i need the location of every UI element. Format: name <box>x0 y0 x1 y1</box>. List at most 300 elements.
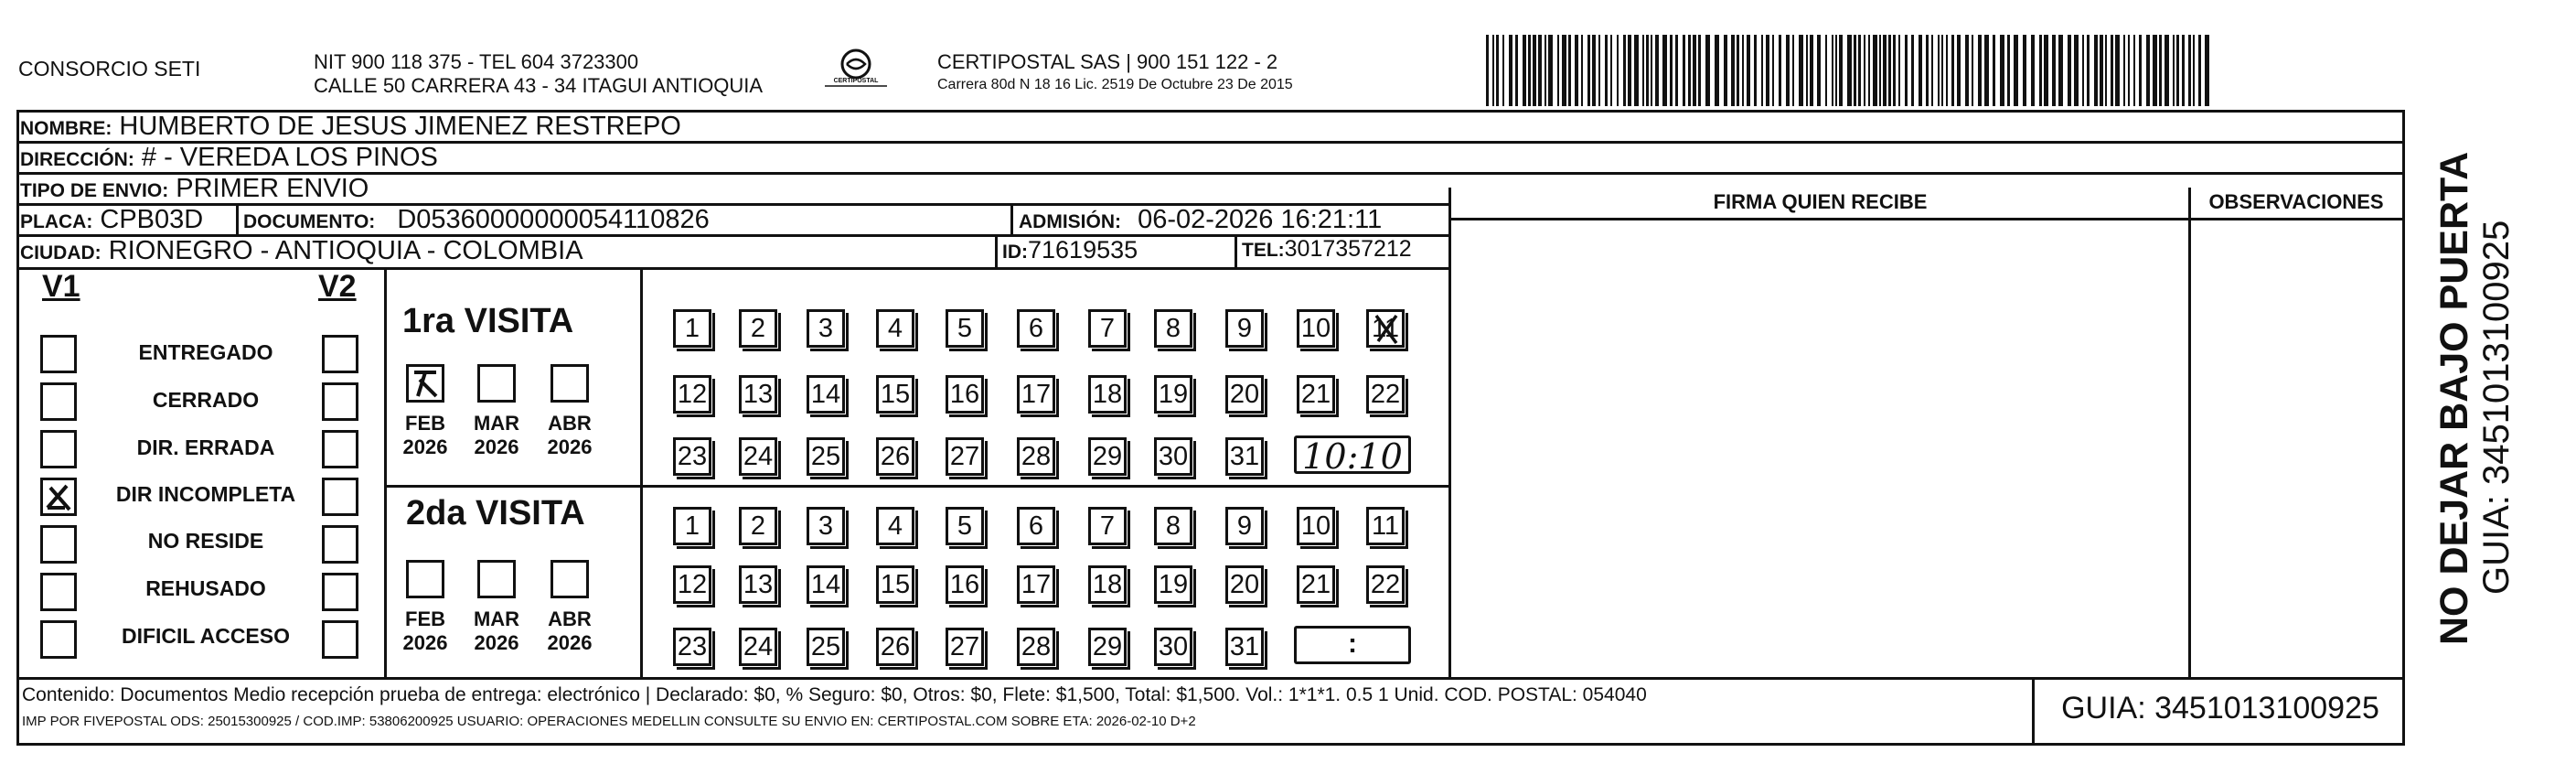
barcode-bar <box>1731 35 1735 106</box>
visit2-day-label: 1 <box>684 511 700 541</box>
barcode-bar <box>2159 35 2162 106</box>
id-value: 71619535 <box>1028 236 1138 263</box>
v1-checkbox[interactable] <box>40 335 77 373</box>
status-label: DIR INCOMPLETA <box>115 482 296 506</box>
barcode-bar <box>2044 35 2048 106</box>
barcode-bar <box>2176 35 2179 106</box>
barcode-bar <box>1538 35 1542 106</box>
visit1-day-box[interactable] <box>876 375 914 414</box>
visit1-day-box[interactable] <box>1017 437 1055 476</box>
documento-value: D05360000000054110826 <box>397 205 710 234</box>
status-label: REHUSADO <box>145 576 266 600</box>
visit1-day-label: 13 <box>743 380 774 409</box>
visit1-day-box[interactable] <box>807 375 845 414</box>
visit1-day-label: 10 <box>1300 314 1331 343</box>
visit2-title: 2da VISITA <box>406 494 585 532</box>
v2-checkbox[interactable] <box>322 478 358 516</box>
visit2-day-label: 25 <box>810 632 841 661</box>
visit1-day-box[interactable] <box>946 437 984 476</box>
barcode-bar <box>2128 35 2130 106</box>
visit1-day-label: 12 <box>677 380 708 409</box>
visit1-day-label: 14 <box>810 380 841 409</box>
barcode-bar <box>2068 35 2071 106</box>
barcode-bar <box>1810 35 1813 106</box>
visit1-day-label: 18 <box>1092 380 1123 409</box>
direccion-label: DIRECCIÓN: <box>20 149 134 170</box>
observaciones-header: OBSERVACIONES <box>2208 190 2384 213</box>
visit1-day-box[interactable] <box>673 309 711 348</box>
visit2-time: : <box>1348 629 1357 659</box>
logo-text: CERTIPOSTAL <box>833 78 879 84</box>
visit1-day-box[interactable] <box>1225 375 1264 414</box>
admision-cell <box>1019 205 1382 235</box>
visit1-day-box[interactable] <box>946 309 984 348</box>
visit1-month-year: 2026 <box>547 435 593 458</box>
barcode-bar <box>2115 35 2120 106</box>
visit1-day-box[interactable] <box>1154 309 1192 348</box>
tipo-row <box>20 174 369 204</box>
check-x-icon <box>409 367 442 400</box>
barcode-bar <box>2188 35 2191 106</box>
visit1-day-box[interactable] <box>1297 309 1335 348</box>
v1-checkbox[interactable] <box>40 478 77 516</box>
barcode-bar <box>1879 35 1881 106</box>
v2-checkbox[interactable] <box>322 620 358 659</box>
barcode-bar <box>1545 35 1546 106</box>
visit1-day-label: 21 <box>1300 380 1331 409</box>
visit1-day-label: 3 <box>818 314 834 343</box>
barcode-bar <box>1965 35 1969 106</box>
visit1-day-label: 19 <box>1158 380 1189 409</box>
barcode-bar <box>1747 35 1750 106</box>
visit1-day-label: 8 <box>1165 314 1181 343</box>
barcode-bar <box>1646 35 1649 106</box>
visit1-day-box[interactable] <box>673 375 711 414</box>
barcode-bar <box>2058 35 2063 106</box>
visit2-day-label: 9 <box>1236 511 1253 541</box>
certipostal-logo-icon <box>819 48 893 93</box>
tipo-value: PRIMER ENVIO <box>176 174 369 203</box>
certipostal-logo <box>819 48 893 93</box>
visit2-day-label: 14 <box>810 570 841 599</box>
visit1-day-box[interactable] <box>946 375 984 414</box>
barcode-bar <box>1642 35 1644 106</box>
visit2-day-label: 30 <box>1158 632 1189 661</box>
barcode-bar <box>1931 35 1933 106</box>
visit2-day-box[interactable] <box>876 628 914 666</box>
visit2-day-label: 3 <box>818 511 834 541</box>
barcode-bar <box>2094 35 2098 106</box>
cell-divider <box>995 234 998 267</box>
visit2-day-box[interactable] <box>1225 507 1264 545</box>
barcode-bar <box>2153 35 2157 106</box>
v1-checkbox[interactable] <box>40 382 77 421</box>
visit1-day-label: 28 <box>1021 442 1052 471</box>
visit1-day-label: 24 <box>743 442 774 471</box>
barcode-bar <box>1581 35 1583 106</box>
address-line: CALLE 50 CARRERA 43 - 34 ITAGUI ANTIOQUIA <box>314 74 764 97</box>
barcode-bar <box>1610 35 1612 106</box>
barcode-bar <box>1825 35 1827 106</box>
barcode-bar <box>1873 35 1877 106</box>
check-x-icon <box>43 480 74 513</box>
visit1-day-box[interactable] <box>1088 375 1127 414</box>
visit2-day-box[interactable] <box>1154 507 1192 545</box>
visit2-day-label: 6 <box>1028 511 1044 541</box>
visit2-day-box[interactable] <box>1366 507 1405 545</box>
visit1-day-label: 22 <box>1370 380 1401 409</box>
barcode-bar <box>2087 35 2090 106</box>
no-dejar-text: NO DEJAR BAJO PUERTA <box>2432 151 2476 645</box>
barcode-bar <box>1557 35 1559 106</box>
barcode-bar <box>1515 35 1518 106</box>
visit1-day-label: 20 <box>1229 380 1260 409</box>
visit2-day-label: 15 <box>880 570 911 599</box>
firma-header: FIRMA QUIEN RECIBE <box>1713 190 1928 213</box>
barcode-bar <box>1568 35 1571 106</box>
barcode-bar <box>1617 35 1619 106</box>
visit1-day-label: 25 <box>810 442 841 471</box>
documento-label: DOCUMENTO: <box>243 211 376 232</box>
barcode-bar <box>1662 35 1667 106</box>
barcode-bar <box>1905 35 1908 106</box>
visit1-day-label: 9 <box>1236 314 1253 343</box>
visit1-day-box[interactable] <box>1017 375 1055 414</box>
barcode-bar <box>1623 35 1626 106</box>
obs-divider <box>2188 188 2191 677</box>
nombre-value: HUMBERTO DE JESUS JIMENEZ RESTREPO <box>119 112 681 141</box>
barcode-bar <box>1854 35 1856 106</box>
barcode-bar <box>2139 35 2142 106</box>
barcode-bar <box>1651 35 1652 106</box>
nombre-row <box>20 112 681 142</box>
visit-divider <box>640 267 643 677</box>
visit1-day-label: 27 <box>949 442 980 471</box>
visit2-day-box[interactable] <box>807 507 845 545</box>
visit1-day-label: 11 <box>1371 314 1400 343</box>
visit2-day-label: 4 <box>887 511 903 541</box>
barcode-bar <box>1978 35 1982 106</box>
visit1-title: 1ra VISITA <box>402 302 574 340</box>
barcode-bar <box>1486 35 1489 106</box>
barcode-bar <box>1946 35 1948 106</box>
visit2-day-box[interactable] <box>1088 565 1127 604</box>
v2-checkbox[interactable] <box>322 573 358 611</box>
visit1-day-label: 26 <box>880 442 911 471</box>
visit2-month-year: 2026 <box>474 631 519 654</box>
direccion-row <box>20 143 438 173</box>
cell-divider <box>1235 234 1237 267</box>
v1-header: V1 <box>42 269 80 304</box>
contenido-text: Contenido: Documentos Medio recepción prueba de entrega: electrónico | Declarado: $0, % Seguro: $0, Otros: $0, Flete: $1,500, Total: $1,500. Vol.: 1*1*1. 0.5 1 Unid. COD. POSTAL: 054040 <box>22 684 1647 705</box>
visit2-day-label: 23 <box>677 632 708 661</box>
barcode-bar <box>1766 35 1769 106</box>
visit2-day-label: 21 <box>1300 570 1331 599</box>
visit1-day-label: 16 <box>949 380 980 409</box>
visit2-day-box[interactable] <box>739 507 777 545</box>
barcode-bar <box>2146 35 2150 106</box>
visit1-day-box[interactable] <box>739 375 777 414</box>
v2-checkbox[interactable] <box>322 335 358 373</box>
visit2-month-name: MAR <box>473 607 520 630</box>
barcode-bar <box>1605 35 1608 106</box>
barcode-bar <box>1772 35 1774 106</box>
status-label: CERRADO <box>152 388 260 412</box>
visit2-day-label: 19 <box>1158 570 1189 599</box>
visit2-day-box[interactable] <box>673 628 711 666</box>
ciudad-cell <box>20 236 583 266</box>
barcode-bar <box>1562 35 1566 106</box>
visit2-month-checkbox[interactable] <box>550 560 589 598</box>
barcode-bar <box>1938 35 1940 106</box>
barcode-bar <box>1587 35 1590 106</box>
visit1-month-checkbox[interactable] <box>406 364 444 403</box>
visit2-time-box[interactable] <box>1294 626 1411 664</box>
placa-label: PLACA: <box>20 211 93 232</box>
visit1-day-box[interactable] <box>1088 309 1127 348</box>
barcode-bar <box>2133 35 2135 106</box>
visit1-day-box[interactable] <box>1088 437 1127 476</box>
visit1-day-box[interactable] <box>739 437 777 476</box>
barcode-bar <box>1496 35 1499 106</box>
visit2-day-label: 8 <box>1165 511 1181 541</box>
admision-label: ADMISIÓN: <box>1019 211 1121 232</box>
barcode-bar <box>1832 35 1833 106</box>
visit1-day-box[interactable] <box>876 437 914 476</box>
row-line <box>16 677 2405 680</box>
id-label: ID: <box>1002 242 1028 263</box>
visit2-day-box[interactable] <box>673 565 711 604</box>
barcode-bar <box>2100 35 2103 106</box>
barcode-bar <box>1598 35 1600 106</box>
visit2-day-box[interactable] <box>1017 507 1055 545</box>
status-label: DIR. ERRADA <box>136 435 275 459</box>
visit1-month-year: 2026 <box>402 435 448 458</box>
visit2-day-box[interactable] <box>739 628 777 666</box>
visit-split <box>384 485 1448 488</box>
barcode-bar <box>2007 35 2010 106</box>
guia-divider <box>2032 677 2035 746</box>
visit2-day-box[interactable] <box>876 507 914 545</box>
direccion-value: # - VEREDA LOS PINOS <box>141 143 438 172</box>
visit1-day-box[interactable] <box>1366 309 1405 348</box>
visit2-day-box[interactable] <box>807 628 845 666</box>
barcode-bar <box>1742 35 1744 106</box>
v2-checkbox[interactable] <box>322 525 358 564</box>
barcode-bar <box>2198 35 2201 106</box>
visit1-time-box[interactable] <box>1294 435 1411 477</box>
barcode-bar <box>1628 35 1631 106</box>
barcode-bar <box>1670 35 1673 106</box>
visit2-day-label: 5 <box>957 511 973 541</box>
barcode-bar <box>1858 35 1861 106</box>
visit2-day-box[interactable] <box>1154 628 1192 666</box>
visit2-day-label: 18 <box>1092 570 1123 599</box>
visit1-day-box[interactable] <box>807 309 845 348</box>
visit2-day-box[interactable] <box>673 507 711 545</box>
barcode-bar <box>1847 35 1852 106</box>
barcode-bar <box>1864 35 1865 106</box>
visit2-day-box[interactable] <box>739 565 777 604</box>
visit1-month-name: MAR <box>473 412 520 435</box>
imp-text: IMP POR FIVEPOSTAL ODS: 25015300925 / COD.IMP: 53806200925 USUARIO: OPERACIONES MEDELLIN CONSULTE SU ENVIO EN: CERTIPOSTAL.COM SOBRE ETA: 2026-02-10 D+2 <box>22 714 1196 729</box>
barcode-bar <box>1688 35 1691 106</box>
visit1-day-box[interactable] <box>807 437 845 476</box>
barcode-bar <box>2193 35 2195 106</box>
visit2-day-box[interactable] <box>1297 507 1335 545</box>
barcode-bar <box>1957 35 1961 106</box>
visit2-day-box[interactable] <box>1154 565 1192 604</box>
visit1-day-label: 5 <box>957 314 973 343</box>
barcode-bar <box>1698 35 1701 106</box>
visit1-day-box[interactable] <box>1017 309 1055 348</box>
v1-checkbox[interactable] <box>40 525 77 564</box>
certipostal-line: CERTIPOSTAL SAS | 900 151 122 - 2 <box>937 50 1278 73</box>
barcode-bar <box>2039 35 2042 106</box>
v2-checkbox[interactable] <box>322 382 358 421</box>
firma-divider <box>1448 188 1451 677</box>
visit2-day-label: 24 <box>743 632 774 661</box>
barcode-bar <box>1492 35 1494 106</box>
barcode-bar <box>1779 35 1781 106</box>
visit2-day-label: 16 <box>949 570 980 599</box>
visit2-day-box[interactable] <box>1088 507 1127 545</box>
visit1-month-checkbox[interactable] <box>477 364 516 403</box>
visit2-month-checkbox[interactable] <box>406 560 444 598</box>
admision-value: 06-02-2026 16:21:11 <box>1138 205 1383 234</box>
barcode-bar <box>2205 35 2209 106</box>
visit2-month-checkbox[interactable] <box>477 560 516 598</box>
barcode-bar <box>1655 35 1659 106</box>
visit1-day-box[interactable] <box>1154 437 1192 476</box>
barcode-bar <box>2000 35 2004 106</box>
license-line: Carrera 80d N 18 16 Lic. 2519 De Octubre 23 De 2015 <box>937 77 1293 92</box>
visit1-day-box[interactable] <box>1154 375 1192 414</box>
day-mark-icon <box>1369 312 1402 345</box>
barcode-bar <box>1528 35 1531 106</box>
visit1-time: 10:10 <box>1302 436 1403 477</box>
visit2-day-box[interactable] <box>1366 565 1405 604</box>
barcode-bar <box>1911 35 1914 106</box>
barcode-bar <box>1883 35 1887 106</box>
v2-checkbox[interactable] <box>322 430 358 468</box>
visit1-day-box[interactable] <box>739 309 777 348</box>
barcode-bar <box>1705 35 1710 106</box>
barcode-bar <box>1984 35 1989 106</box>
visit2-day-label: 20 <box>1229 570 1260 599</box>
visit1-day-box[interactable] <box>876 309 914 348</box>
visit1-day-label: 23 <box>677 442 708 471</box>
visit1-day-box[interactable] <box>673 437 711 476</box>
status-label: NO RESIDE <box>147 529 264 553</box>
visit1-day-box[interactable] <box>1225 437 1264 476</box>
visit1-day-label: 17 <box>1021 380 1052 409</box>
v1-checkbox[interactable] <box>40 620 77 659</box>
visit2-day-label: 7 <box>1099 511 1116 541</box>
visit2-day-box[interactable] <box>876 565 914 604</box>
barcode-bar <box>2082 35 2084 106</box>
side-guia-text: GUIA: 3451013100925 <box>2476 220 2517 595</box>
visit2-day-label: 22 <box>1370 570 1401 599</box>
barcode-bar <box>1523 35 1526 106</box>
visit1-month-name: FEB <box>405 412 445 435</box>
barcode-bar <box>1839 35 1843 106</box>
visit2-day-box[interactable] <box>1088 628 1127 666</box>
visit1-day-label: 2 <box>750 314 766 343</box>
cell-divider <box>1010 203 1013 234</box>
visit1-day-label: 30 <box>1158 442 1189 471</box>
visit1-day-label: 15 <box>880 380 911 409</box>
tel-cell <box>1242 236 1412 263</box>
barcode-bar <box>1806 35 1808 106</box>
visit2-month-year: 2026 <box>547 631 593 654</box>
visit1-day-box[interactable] <box>1297 375 1335 414</box>
visit1-month-checkbox[interactable] <box>550 364 589 403</box>
visit2-month-year: 2026 <box>402 631 448 654</box>
row-line <box>1448 218 2405 220</box>
placa-cell <box>20 205 203 235</box>
barcode-bar <box>1893 35 1896 106</box>
visit1-day-label: 29 <box>1092 442 1123 471</box>
barcode-bar <box>2023 35 2026 106</box>
visit2-day-box[interactable] <box>1225 628 1264 666</box>
visit2-day-box[interactable] <box>807 565 845 604</box>
visit1-day-box[interactable] <box>1225 309 1264 348</box>
visit1-day-box[interactable] <box>1366 375 1405 414</box>
barcode-bar <box>2123 35 2125 106</box>
barcode-bar <box>1786 35 1790 106</box>
tipo-label: TIPO DE ENVIO: <box>20 180 169 201</box>
nombre-label: NOMBRE: <box>20 118 112 139</box>
barcode-bar <box>1951 35 1954 106</box>
visit2-day-box[interactable] <box>1017 565 1055 604</box>
visit2-day-box[interactable] <box>1297 565 1335 604</box>
barcode-bar <box>2052 35 2056 106</box>
barcode-bar <box>1533 35 1536 106</box>
visit2-day-box[interactable] <box>1225 565 1264 604</box>
barcode-bar <box>2164 35 2169 106</box>
ciudad-label: CIUDAD: <box>20 242 102 263</box>
visit2-day-label: 11 <box>1371 511 1400 541</box>
visit2-day-box[interactable] <box>946 628 984 666</box>
status-divider <box>384 267 387 677</box>
visit2-day-label: 10 <box>1300 511 1331 541</box>
visit2-day-label: 31 <box>1229 632 1260 661</box>
visit2-day-box[interactable] <box>1017 628 1055 666</box>
barcode-bar <box>1754 35 1757 106</box>
visit1-day-label: 31 <box>1229 442 1260 471</box>
barcode-bar <box>1592 35 1596 106</box>
v1-checkbox[interactable] <box>40 430 77 468</box>
visit2-day-box[interactable] <box>946 565 984 604</box>
visit2-day-label: 27 <box>949 632 980 661</box>
barcode-bar <box>1926 35 1929 106</box>
barcode-bar <box>1675 35 1678 106</box>
barcode-bar <box>1941 35 1943 106</box>
visit2-day-box[interactable] <box>946 507 984 545</box>
cell-divider <box>236 203 239 234</box>
barcode-bar <box>1693 35 1696 106</box>
barcode-bar <box>1993 35 1995 106</box>
visit1-day-label: 1 <box>684 314 700 343</box>
v1-checkbox[interactable] <box>40 573 77 611</box>
barcode-bar <box>1509 35 1512 106</box>
barcode-bar <box>1724 35 1727 106</box>
visit1-month-name: ABR <box>548 412 592 435</box>
barcode-bar <box>1634 35 1639 106</box>
visit2-day-label: 17 <box>1021 570 1052 599</box>
barcode-bar <box>2014 35 2018 106</box>
